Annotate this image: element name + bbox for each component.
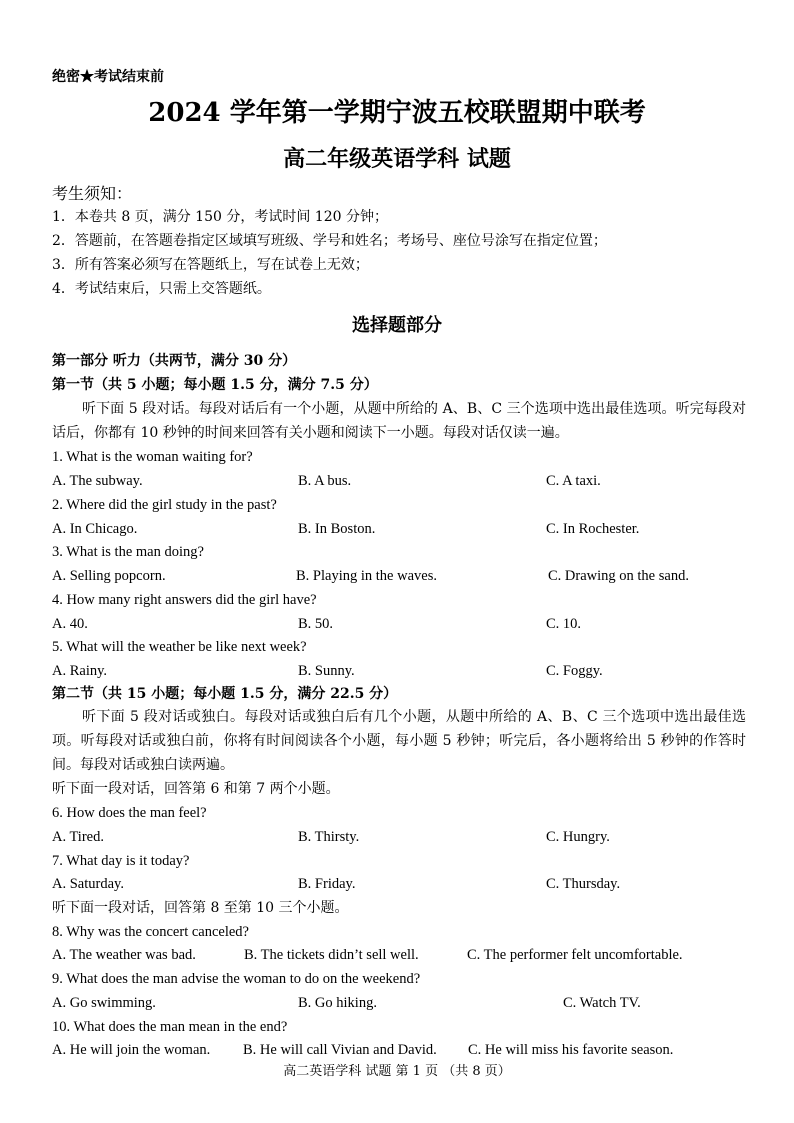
notice-item: 1．本卷共 8 页，满分 150 分，考试时间 120 分钟； (52, 209, 388, 225)
option-b: B. He will call Vivian and David. (243, 1042, 437, 1058)
question-stem: 6. How does the man feel? (52, 805, 207, 821)
option-a: A. Selling popcorn. (52, 568, 166, 584)
notice-item: 3．所有答案必须写在答题纸上，写在试卷上无效； (52, 257, 369, 273)
lead-in-6-7: 听下面一段对话，回答第 6 和第 7 两个小题。 (52, 781, 340, 797)
section2-heading: 第二节（共 15 小题；每小题 1.5 分，满分 22.5 分） (52, 686, 398, 702)
option-b: B. Go hiking. (298, 995, 377, 1011)
option-a: A. Saturday. (52, 876, 124, 892)
option-a: A. In Chicago. (52, 521, 138, 537)
option-a: A. He will join the woman. (52, 1042, 211, 1058)
option-b: B. Friday. (298, 876, 356, 892)
question-stem: 9. What does the man advise the woman to do on the weekend? (52, 971, 421, 987)
option-b: B. In Boston. (298, 521, 376, 537)
question-stem: 7. What day is it today? (52, 853, 190, 869)
question-stem: 8. Why was the concert canceled? (52, 924, 249, 940)
question-stem: 10. What does the man mean in the end? (52, 1019, 288, 1035)
option-c: C. Foggy. (546, 663, 603, 679)
option-c: C. Hungry. (546, 829, 610, 845)
option-a: A. Go swimming. (52, 995, 156, 1011)
option-a: A. The subway. (52, 473, 143, 489)
question-stem: 5. What will the weather be like next week? (52, 639, 307, 655)
option-c: C. 10. (546, 616, 582, 632)
section1-heading: 第一节（共 5 小题；每小题 1.5 分，满分 7.5 分） (52, 377, 378, 393)
question-stem: 1. What is the woman waiting for? (52, 449, 253, 465)
option-c: C. In Rochester. (546, 521, 640, 537)
secret-mark: 绝密★考试结束前 (52, 69, 164, 85)
option-c: C. A taxi. (546, 473, 601, 489)
page-footer: 高二英语学科 试题 第 1 页 （共 8 页） (283, 1064, 511, 1079)
option-a: A. Rainy. (52, 663, 108, 679)
notice-item: 2．答题前，在答题卷指定区域填写班级、学号和姓名；考场号、座位号涂写在指定位置； (52, 233, 607, 249)
question-stem: 2. Where did the girl study in the past? (52, 497, 277, 513)
section1-instructions: 听下面 5 段对话。每段对话后有一个小题，从题中所给的 A、B、C 三个选项中选出最佳选项。听完每段对话后，你都有 10 秒钟的时间来回答有关小题和阅读下一小题。每段对话仅读一遍。 (52, 401, 746, 441)
section2-instructions: 听下面 5 段对话或独白。每段对话或独白后有几个小题，从题中所给的 A、B、C 三个选项中选出最佳选项。听每段对话或独白前，你将有时间阅读各个小题，每小题 5 秒钟；听完后，各小题将给出 5 秒钟的作答时间。每段对话或独白读两遍。 (52, 709, 746, 773)
option-a: A. Tired. (52, 829, 104, 845)
notice-heading: 考生须知： (52, 184, 133, 203)
option-c: C. He will miss his favorite season. (468, 1042, 674, 1058)
question-stem: 4. How many right answers did the girl have? (52, 592, 317, 608)
part1-heading: 第一部分 听力（共两节，满分 30 分） (52, 353, 297, 369)
option-b: B. Thirsty. (298, 829, 360, 845)
option-b: B. A bus. (298, 473, 352, 489)
option-b: B. Sunny. (298, 663, 355, 679)
question-stem: 3. What is the man doing? (52, 544, 204, 560)
notice-item: 4．考试结束后，只需上交答题纸。 (52, 281, 271, 297)
option-c: C. The performer felt uncomfortable. (467, 947, 683, 963)
option-b: B. Playing in the waves. (296, 568, 437, 584)
option-a: A. 40. (52, 616, 88, 632)
option-b: B. The tickets didn’t sell well. (244, 947, 419, 963)
exam-subtitle: 高二年级英语学科 试题 (283, 146, 511, 172)
option-a: A. The weather was bad. (52, 947, 196, 963)
option-c: C. Drawing on the sand. (548, 568, 689, 584)
option-c: C. Thursday. (546, 876, 621, 892)
option-c: C. Watch TV. (563, 995, 641, 1011)
exam-title: 2024 学年第一学期宁波五校联盟期中联考 (148, 98, 646, 128)
section-title: 选择题部分 (352, 315, 442, 336)
lead-in-8-10: 听下面一段对话，回答第 8 至第 10 三个小题。 (52, 900, 349, 916)
option-b: B. 50. (298, 616, 334, 632)
